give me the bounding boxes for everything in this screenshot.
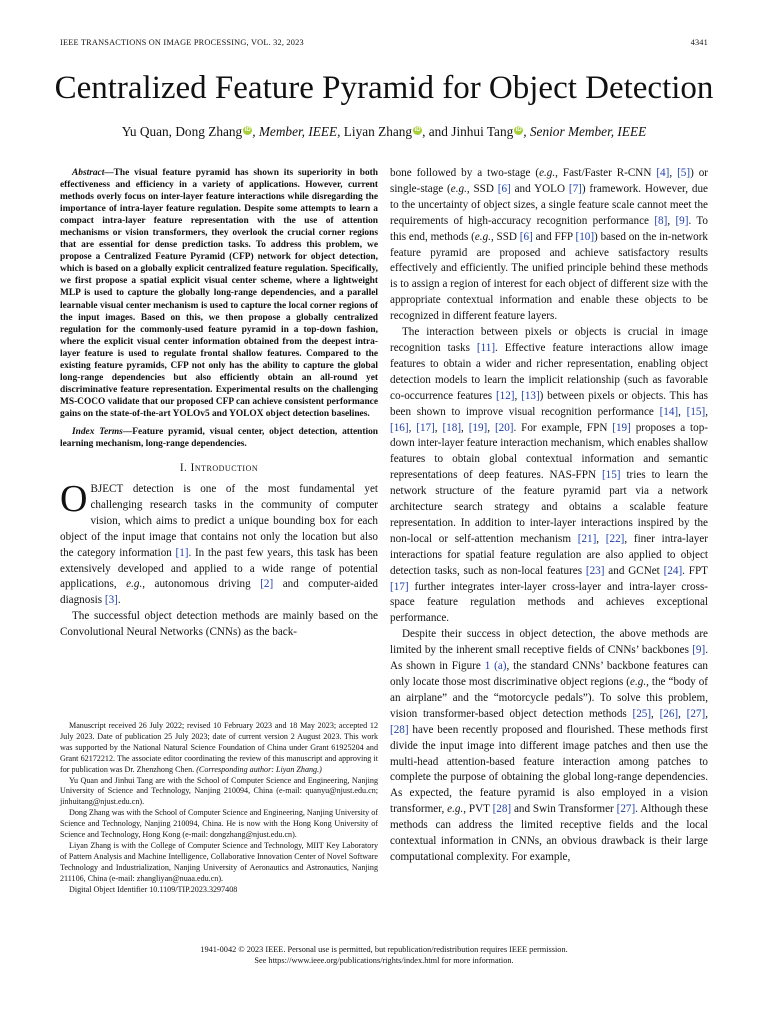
citation-link[interactable]: [22] — [605, 532, 625, 545]
text-run: , — [487, 421, 495, 434]
section-heading-introduction — [60, 461, 378, 477]
intro-caps: BJECT — [90, 482, 124, 495]
text-run: bone followed by a two-stage ( — [390, 167, 540, 179]
text-run: Manuscript received 26 July 2022; revised 10 February 2023 and 18 May 2023; accepted 12 July 2023. Date of publication 25 July 2023; date of current version 2 August 2023. This work was supported by the National Natural Science Foundation of China under Grant 61925204 and Grant 62172212. The associate editor coordinating the review of this manuscript and approving it for publication was Dr. Zhenzhong Chen. — [60, 721, 378, 774]
citation-link[interactable]: [19] — [468, 421, 488, 434]
orcid-icon[interactable]: iD — [515, 127, 522, 133]
orcid-icon[interactable]: iD — [244, 127, 251, 133]
text-run: , — [669, 167, 678, 179]
abstract — [60, 167, 378, 420]
citation-link[interactable]: [28] — [390, 723, 409, 736]
text-run: and GCNet — [604, 564, 664, 577]
citation-link[interactable]: [19] — [612, 421, 631, 434]
text-run: . In the past few years, this task has been extensively developed and applied to a wide range of potential applications, — [60, 546, 378, 591]
intro-paragraph-2: The successful object detection methods are mainly based on the Convolutional Neural Networks (CNNs) as the back- — [60, 610, 378, 639]
text-run: and Swin Transformer — [511, 803, 617, 816]
running-head — [60, 38, 708, 50]
text-run: . As shown in Figure — [390, 644, 708, 673]
citation-link[interactable]: [17] — [390, 580, 409, 593]
citation-link[interactable]: [21] — [577, 532, 597, 545]
text-run: , autonomous driving — [142, 578, 261, 591]
text-run: Despite their success in object detection, the above methods are limited by the inherent small receptive fields of CNNs’ backbones — [390, 628, 708, 657]
author-names-2: , Liyan Zhang — [337, 124, 413, 139]
text-run: and YOLO — [510, 182, 569, 195]
author-names-1: Yu Quan, Dong Zhang — [121, 124, 243, 139]
citation-link[interactable]: [13] — [521, 389, 540, 402]
text-run: , PVT — [463, 803, 493, 816]
text-run: , — [678, 707, 687, 720]
text-run: . — [117, 594, 121, 607]
author-line — [0, 124, 768, 140]
citation-link[interactable]: [28] — [492, 803, 512, 816]
footnotes — [60, 721, 378, 896]
index-terms-label: Index Terms — [72, 426, 123, 437]
citation-link[interactable]: [24] — [663, 564, 683, 577]
right-paragraph-2 — [390, 325, 708, 627]
citation-link[interactable]: [25] — [632, 707, 652, 720]
text-run: e.g. — [126, 578, 143, 591]
text-run: , — [705, 405, 709, 418]
citation-link[interactable]: [3] — [104, 594, 118, 607]
intro-paragraph-1 — [60, 477, 378, 609]
text-run: tries to learn the network structure of the feature pyramid part via a network architecture search strategy and obtains a scalable feature representation. In addition to inter-layer interactions inspired by the non-local or self-attention mechanism — [390, 469, 708, 545]
text-run: e.g. — [630, 676, 647, 688]
footnote-affiliation-2: Dong Zhang was with the School of Computer Science and Engineering, Nanjing University of Science and Technology, Nanjing 210094, China. He is now with the Hong Kong University of Science and Technology, Hong Kong (e-mail: dongzhang@njust.edu.cn). — [60, 808, 378, 840]
drop-cap: O — [60, 477, 88, 520]
text-run: , SSD — [490, 230, 520, 243]
citation-link[interactable]: [10] — [575, 230, 595, 243]
citation-link[interactable]: [4] — [656, 167, 670, 179]
citation-link[interactable]: [6] — [497, 182, 511, 195]
citation-link[interactable]: [12] — [495, 389, 515, 402]
citation-link[interactable]: [14] — [659, 405, 679, 418]
citation-link[interactable]: [15] — [686, 405, 706, 418]
footnote-affiliation-3: Liyan Zhang is with the College of Computer Science and Technology, MIIT Key Laboratory of Pattern Analysis and Machine Intelligence, Collaborative Innovation Center of Novel Software Technology and Industrialization, Nanjing University of Aeronautics and Astronautics, Nanjing 211106, China (e-mail: zhangliyan@nuaa.edu.cn). — [60, 840, 378, 883]
text-run: proposes a top-down inter-layer feature interaction mechanism, which enables shallow features to obtain global contextual information and semantic representations of deep features. NAS-FPN — [390, 421, 708, 482]
text-run: e.g. — [474, 230, 491, 243]
right-paragraph-3 — [390, 627, 708, 866]
figure-link[interactable]: 1 (a) — [484, 660, 507, 673]
footnote-affiliation-1: Yu Quan and Jinhui Tang are with the School of Computer Science and Engineering, Nanjing University of Science and Technology, Nanjing 210094, China (e-mail: quanyu@njust.edu.cn; jinhuitang@njust.edu.cn). — [60, 775, 378, 807]
rights-link-line[interactable]: See https://www.ieee.org/publications/rights/index.html for more information. — [254, 956, 514, 965]
text-run: have been recently proposed and flourished. These methods first divide the input image into different image patches and then use the multi-head attention-based feature interaction among patches to complete the purpose of obtaining the global long-range dependencies. As expected, the feature pyramid is also employed in a vision transformer, — [390, 723, 708, 816]
text-run: . For example, FPN — [513, 421, 613, 434]
footnote-doi: Digital Object Identifier 10.1109/TIP.2023.3297408 — [69, 884, 238, 894]
citation-link[interactable]: [2] — [260, 578, 274, 591]
text-run: , the standard CNNs’ backbone features can only locate those most discriminative object regions ( — [390, 660, 708, 688]
citation-link[interactable]: [26] — [659, 707, 679, 720]
paper-title: Centralized Feature Pyramid for Object Detection — [54, 70, 714, 106]
right-column — [390, 166, 708, 866]
citation-link[interactable]: [9] — [692, 644, 706, 657]
text-run: . Effective feature interactions allow image features to obtain a wider and richer representation, enabling object detection models to learn the implicit relationship (such as favorable co-occurrence features — [390, 341, 708, 402]
footnote-manuscript — [60, 721, 378, 776]
copyright-line: 1941-0042 © 2023 IEEE. Personal use is permitted, but republication/redistribution requires IEEE permission. — [200, 945, 568, 954]
text-run: , — [705, 707, 708, 720]
right-paragraph-1 — [390, 166, 708, 325]
text-run: , the “body of an airplane” and the “motorcycle pedals”). To solve this problem, vision transformer-based object detection methods — [390, 676, 708, 720]
author-names-3: , and Jinhui Tang — [422, 124, 514, 139]
text-run: and computer-aided diagnosis — [60, 578, 378, 607]
text-run: (Corresponding author: Liyan Zhang.) — [196, 764, 322, 774]
text-run: , finer intra-layer interactions for spatial feature regulation are also applied to object detection tasks, such as non-local features — [390, 532, 708, 577]
section-title: Introduction — [190, 462, 259, 475]
citation-link[interactable]: [1] — [175, 546, 189, 559]
abstract-text: The visual feature pyramid has shown its superiority in both effectiveness and efficiency in a variety of applications. However, current methods overly focus on inter-layer feature interactions while disregarding the importance of intra-layer feature regulation. Despite some attempts to learn a compact intra-layer feature representation with the use of attention mechanisms or vision transformers, they overlook the crucial corner regions that are essential for dense prediction tasks. To address this problem, we propose a Centralized Feature Pyramid (CFP) network for object detection, which is based on a globally explicit centralized feature regulation. Specifically, we first propose a spatial explicit visual center scheme, where a lightweight MLP is used to capture the globally long-range dependencies, and a parallel learnable visual center mechanism is used to capture the local corner regions of the input images. Based on this, we then propose a globally centralized regulation for the commonly-used feature pyramid in a top-down fashion, where the explicit visual center information obtained from the deepest intra-layer feature is used to regulate frontal shallow features. Compared to the existing feature pyramids, CFP not only has the ability to capture the global long-range dependencies but also efficiently obtain an all-round yet discriminative feature representation. Experimental results on the challenging MS-COCO validate that our proposed CFP can achieve consistent performance gains on the state-of-the-art YOLOv5 and YOLOX object detection baselines. — [60, 168, 378, 419]
page-number: 4341 — [690, 38, 708, 47]
text-run: ) between pixels or objects. This has been shown to improve visual recognition performance — [390, 389, 709, 418]
text-run: ) framework. However, due to the uncertainty of object sizes, a single feature scale cannot meet the requirements of high-accuracy recognition performance — [390, 182, 708, 227]
text-run: , — [408, 421, 417, 434]
text-run: The interaction between pixels or objects is crucial in image recognition tasks — [390, 326, 708, 354]
text-run: . To this end, methods ( — [390, 214, 708, 243]
citation-link[interactable]: [17] — [416, 421, 435, 434]
text-run: , — [596, 532, 606, 545]
text-run: , — [434, 421, 443, 434]
abstract-dash: — — [104, 168, 114, 178]
citation-link[interactable]: [11] — [476, 341, 496, 354]
text-run: and FFP — [532, 230, 576, 243]
citation-link[interactable]: [27] — [686, 707, 706, 720]
copyright-footer — [0, 944, 768, 966]
abstract-label: Abstract — [72, 168, 105, 178]
index-terms — [60, 426, 378, 450]
citation-link[interactable]: [27] — [616, 803, 636, 816]
text-run: e.g. — [450, 182, 467, 195]
text-run: , — [667, 214, 676, 227]
author-role-3: , Senior Member, IEEE — [523, 124, 647, 139]
text-run: e.g. — [447, 803, 464, 816]
text-run: , — [678, 405, 687, 418]
citation-link[interactable]: [7] — [568, 182, 582, 195]
text-run: detection is one of the most fundamental yet challenging research tasks in the community of computer vision, which aims to predict a unique bounding box for each object of the input image that contains not only the location but also the category information — [60, 482, 378, 559]
section-numeral: I. — [179, 462, 191, 475]
text-run: , — [514, 389, 522, 402]
text-run: . Although these methods can address the limited receptive fields and the local contextual information in CNNs, an obvious drawback is their large computational complexity. For example, — [390, 803, 709, 863]
author-role-1: , Member, IEEE — [252, 124, 338, 139]
text-run: , SSD — [466, 182, 498, 195]
text-run: ) or single-stage ( — [390, 167, 709, 195]
journal-name: IEEE TRANSACTIONS ON IMAGE PROCESSING, VOL. 32, 2023 — [60, 38, 304, 47]
text-run: , — [461, 421, 469, 434]
citation-link[interactable]: [16] — [390, 421, 409, 434]
citation-link[interactable]: [6] — [519, 230, 533, 243]
index-terms-dash: — — [122, 426, 133, 437]
citation-link[interactable]: [15] — [601, 469, 621, 482]
index-terms-text: Feature pyramid, visual center, object detection, attention learning mechanism, long-range dependencies. — [60, 426, 379, 450]
citation-link[interactable]: [8] — [654, 214, 668, 227]
text-run: . FPT — [682, 564, 708, 577]
citation-link[interactable]: [23] — [585, 564, 605, 577]
citation-link[interactable]: [9] — [675, 214, 689, 227]
left-column — [60, 167, 378, 641]
orcid-icon[interactable]: iD — [414, 127, 421, 133]
text-run: e.g. — [539, 167, 556, 179]
text-run: , — [651, 707, 660, 720]
text-run: ) based on the in-network feature pyramid are proposed and achieve satisfactory results effectively and efficiently. The unified principle behind these methods is to assign a region of interest for each object of different size with the appropriate contextual information and enable these objects to be recognized in different feature layers. — [390, 230, 708, 323]
citation-link[interactable]: [5] — [677, 167, 691, 179]
citation-link[interactable]: [18] — [442, 421, 462, 434]
text-run: , Fast/Faster R-CNN — [555, 167, 657, 179]
citation-link[interactable]: [20] — [494, 421, 514, 434]
text-run: further integrates inter-layer cross-layer and intra-layer cross-space feature regulation methods and achieves exceptional performance. — [390, 580, 708, 625]
